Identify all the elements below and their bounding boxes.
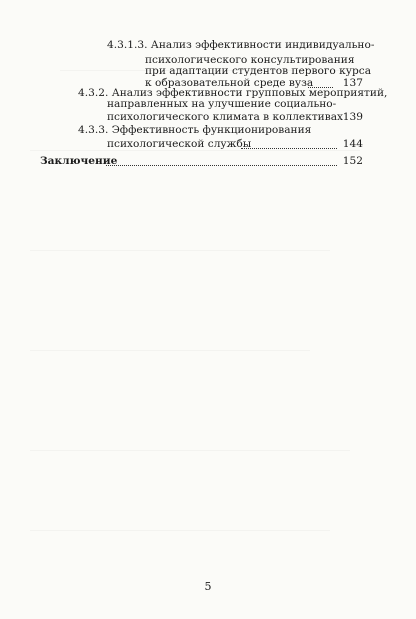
page-ref: 137	[342, 77, 363, 89]
toc-entry-last-line	[107, 111, 363, 124]
page-number: 5	[204, 580, 212, 593]
toc-entry-line: к образовательной среде вуза	[145, 77, 314, 89]
toc-entry-line: 4.3.2. Анализ эффективности групповых мероприятий,	[78, 87, 388, 99]
leader-dots	[241, 148, 337, 149]
page-ref: 152	[342, 155, 363, 167]
toc-entry-line: психологического консультирования	[145, 54, 355, 66]
toc-entry-line: 4.3.1.3. Анализ эффективности индивидуально-	[107, 39, 375, 51]
toc-entry-line: психологического климата в коллективах	[107, 111, 343, 123]
leader-dots	[106, 165, 337, 166]
page-ref: 144	[342, 138, 363, 150]
toc-entry-conclusion[interactable]	[40, 155, 363, 168]
toc-conclusion-label: Заключение	[40, 155, 118, 167]
toc-entry-last-line	[107, 138, 363, 151]
toc-entry-line: 4.3.3. Эффективность функционирования	[78, 124, 312, 136]
toc-entry-line: психологической службы	[107, 138, 252, 150]
page-ref: 139	[342, 111, 363, 123]
toc-entry-line: при адаптации студентов первого курса	[145, 65, 372, 77]
toc-entry-line: направленных на улучшение социально-	[107, 98, 337, 110]
